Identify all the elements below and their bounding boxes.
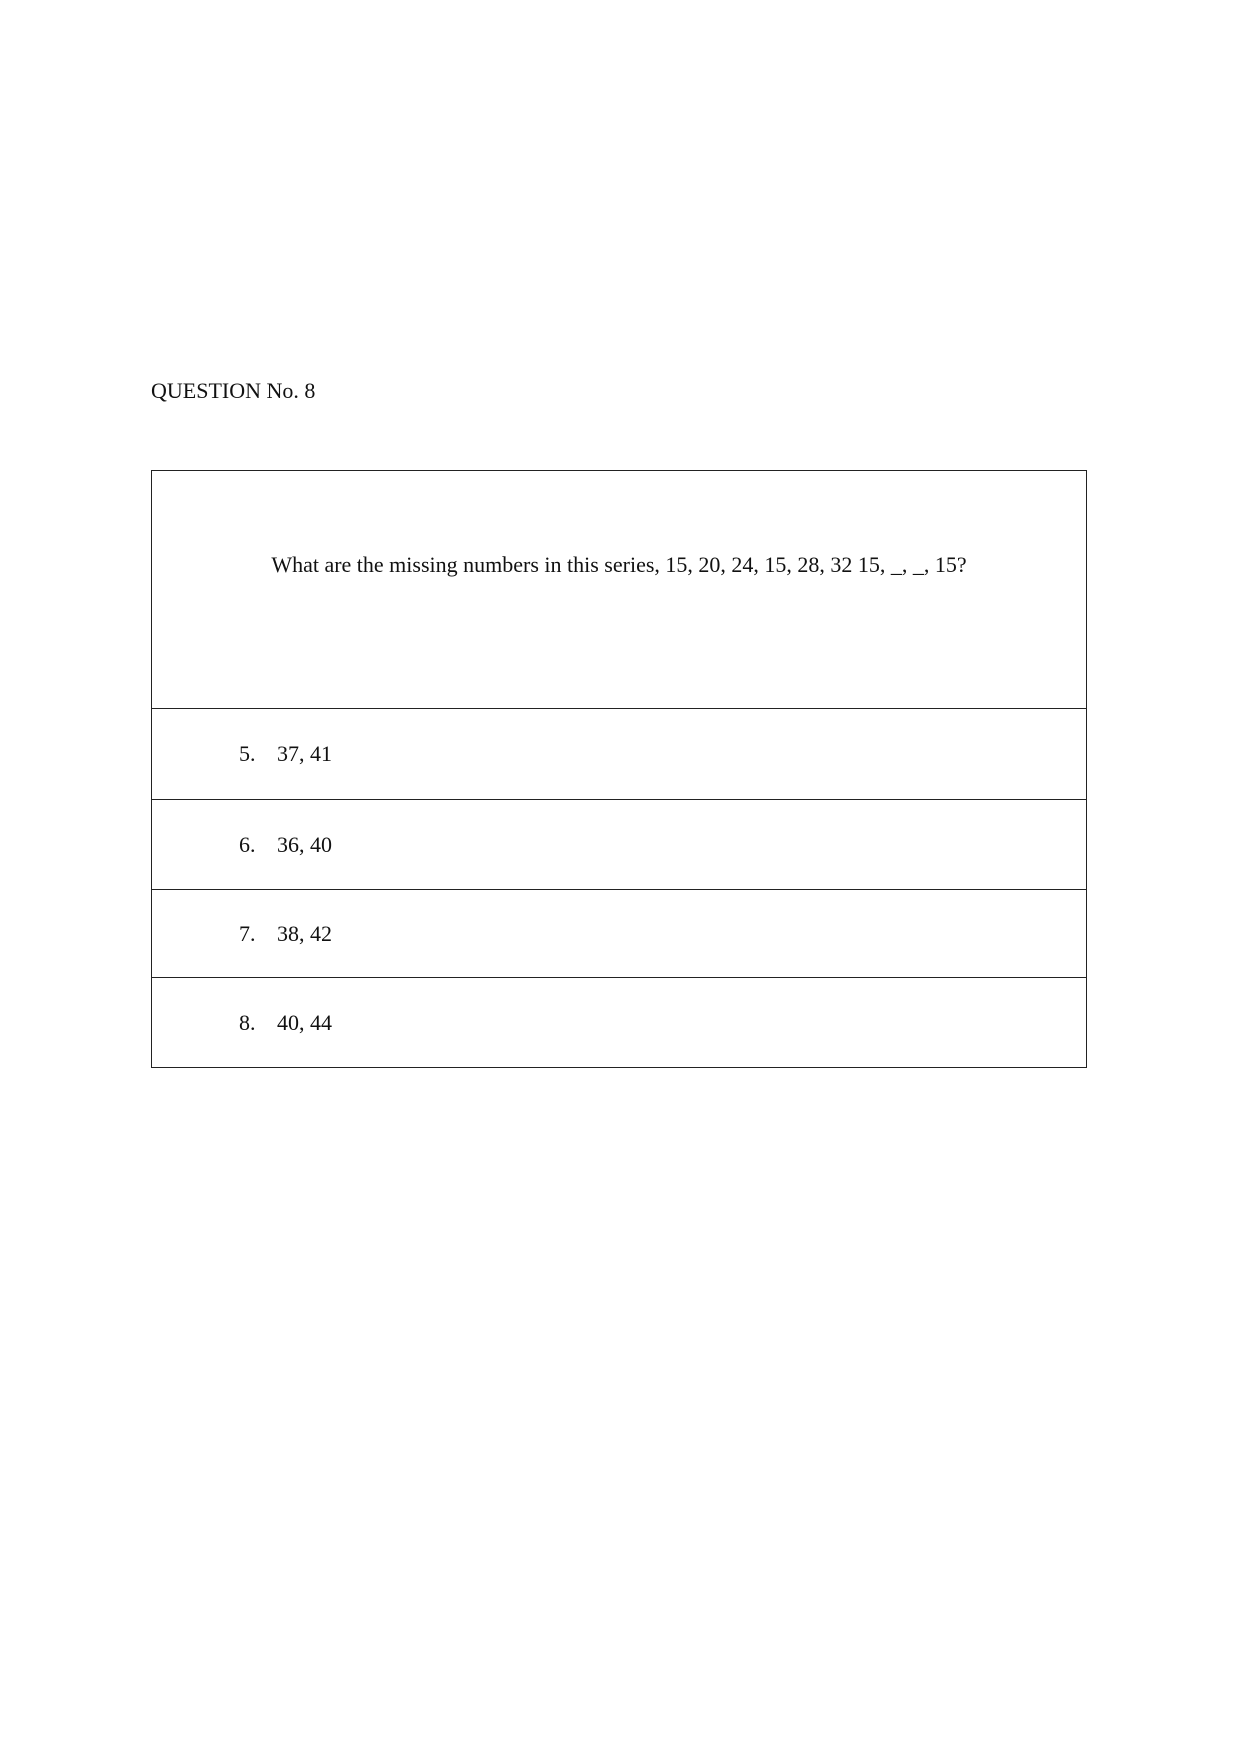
question-heading: QUESTION No. 8 [151,378,316,403]
option-text: 38, 42 [277,920,332,946]
answer-option [152,978,1086,1067]
answer-option [152,709,1086,799]
question-stem: What are the missing numbers in this series, 15, 20, 24, 15, 28, 32 15, _, _, 15? [271,552,967,577]
answer-option-row [152,800,1087,890]
question-stem-row [152,471,1087,709]
question-stem-cell [152,471,1087,709]
answer-option-cell [152,800,1087,890]
option-text: 40, 44 [277,1009,332,1035]
answer-option-cell [152,709,1087,800]
option-text: 36, 40 [277,831,332,857]
answer-option-row [152,978,1087,1068]
option-text: 37, 41 [277,741,332,766]
option-number: 5. [239,741,256,766]
question-table [151,470,1087,1068]
option-number: 6. [239,831,256,857]
option-number: 8. [239,1009,256,1035]
answer-option-cell [152,978,1087,1068]
answer-option-row [152,709,1087,800]
answer-option [152,800,1086,889]
answer-option [152,890,1086,977]
answer-option-row [152,890,1087,978]
answer-option-cell [152,890,1087,978]
option-number: 7. [239,920,256,946]
